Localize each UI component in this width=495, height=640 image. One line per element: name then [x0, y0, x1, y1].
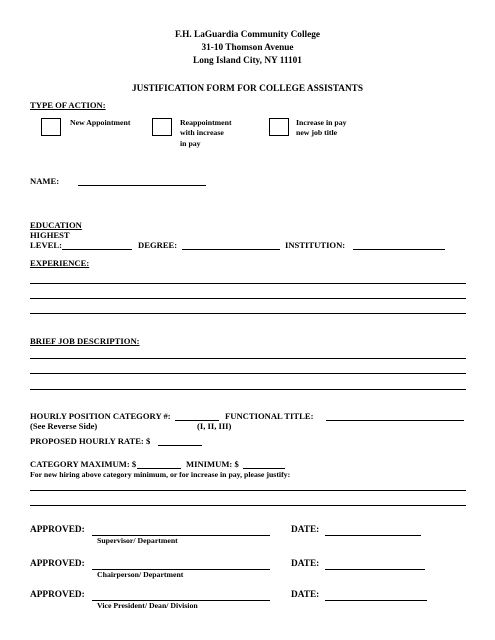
justify-line-2[interactable] — [30, 505, 466, 506]
category-roman-note: (I, II, III) — [197, 421, 232, 431]
type-of-action-label: TYPE OF ACTION: — [30, 100, 106, 110]
hourly-category-label: HOURLY POSITION CATEGORY #: — [30, 411, 171, 421]
brief-job-label: BRIEF JOB DESCRIPTION: — [30, 336, 140, 346]
approval-role-1: Supervisor/ Department — [97, 536, 178, 545]
approval-role-3: Vice President/ Dean/ Division — [97, 601, 198, 610]
job-description-line-3[interactable] — [30, 389, 466, 390]
reappointment-label-1: Reappointment — [180, 118, 232, 127]
job-description-line-1[interactable] — [30, 358, 466, 359]
new-appointment-checkbox[interactable] — [41, 118, 61, 136]
approved-label-1: APPROVED: — [30, 525, 85, 535]
functional-title-label: FUNCTIONAL TITLE: — [225, 411, 314, 421]
functional-title-field[interactable] — [326, 420, 464, 421]
proposed-rate-field[interactable] — [158, 445, 202, 446]
increase-pay-label-2: new job title — [296, 128, 338, 137]
institution-field[interactable] — [353, 249, 445, 250]
experience-line-3[interactable] — [30, 313, 466, 314]
new-appointment-label: New Appointment — [70, 118, 131, 127]
date-field-3[interactable] — [325, 600, 427, 601]
date-field-2[interactable] — [325, 569, 425, 570]
date-label-2: DATE: — [291, 559, 320, 569]
college-address: 31-10 Thomson Avenue — [201, 43, 294, 53]
degree-label: DEGREE: — [138, 240, 178, 250]
minimum-label: MINIMUM: $ — [186, 459, 239, 469]
experience-label: EXPERIENCE: — [30, 258, 90, 268]
increase-pay-checkbox[interactable] — [269, 118, 289, 136]
category-max-label: CATEGORY MAXIMUM: $ — [30, 459, 137, 469]
date-field-1[interactable] — [325, 535, 421, 536]
name-field[interactable] — [78, 185, 206, 186]
education-heading: EDUCATION — [30, 220, 82, 230]
category-max-field[interactable] — [137, 468, 181, 469]
name-label: NAME: — [30, 176, 60, 186]
education-highest: HIGHEST — [30, 230, 70, 240]
reappointment-label-2: with increase — [180, 128, 224, 137]
minimum-field[interactable] — [243, 468, 285, 469]
date-label-1: DATE: — [291, 525, 320, 535]
form-title: JUSTIFICATION FORM FOR COLLEGE ASSISTANTS — [131, 84, 364, 94]
justify-note: For new hiring above category minimum, or for increase in pay, please justify: — [30, 470, 291, 479]
college-name: F.H. LaGuardia Community College — [174, 30, 321, 40]
job-description-line-2[interactable] — [30, 373, 466, 374]
institution-label: INSTITUTION: — [285, 240, 346, 250]
experience-line-1[interactable] — [30, 283, 466, 284]
increase-pay-label-1: Increase in pay — [296, 118, 347, 127]
approved-label-2: APPROVED: — [30, 559, 85, 569]
approval-role-2: Chairperson/ Department — [97, 570, 184, 579]
date-label-3: DATE: — [291, 590, 320, 600]
experience-line-2[interactable] — [30, 298, 466, 299]
see-reverse-note: (See Reverse Side) — [30, 421, 98, 431]
education-level-label: LEVEL: — [30, 240, 62, 250]
degree-field[interactable] — [182, 249, 280, 250]
college-city: Long Island City, NY 11101 — [193, 56, 302, 66]
proposed-rate-label: PROPOSED HOURLY RATE: $ — [30, 436, 151, 446]
reappointment-checkbox[interactable] — [152, 118, 172, 136]
justify-line-1[interactable] — [30, 490, 466, 491]
level-field[interactable] — [62, 249, 132, 250]
approved-label-3: APPROVED: — [30, 590, 85, 600]
reappointment-label-3: in pay — [180, 139, 201, 148]
